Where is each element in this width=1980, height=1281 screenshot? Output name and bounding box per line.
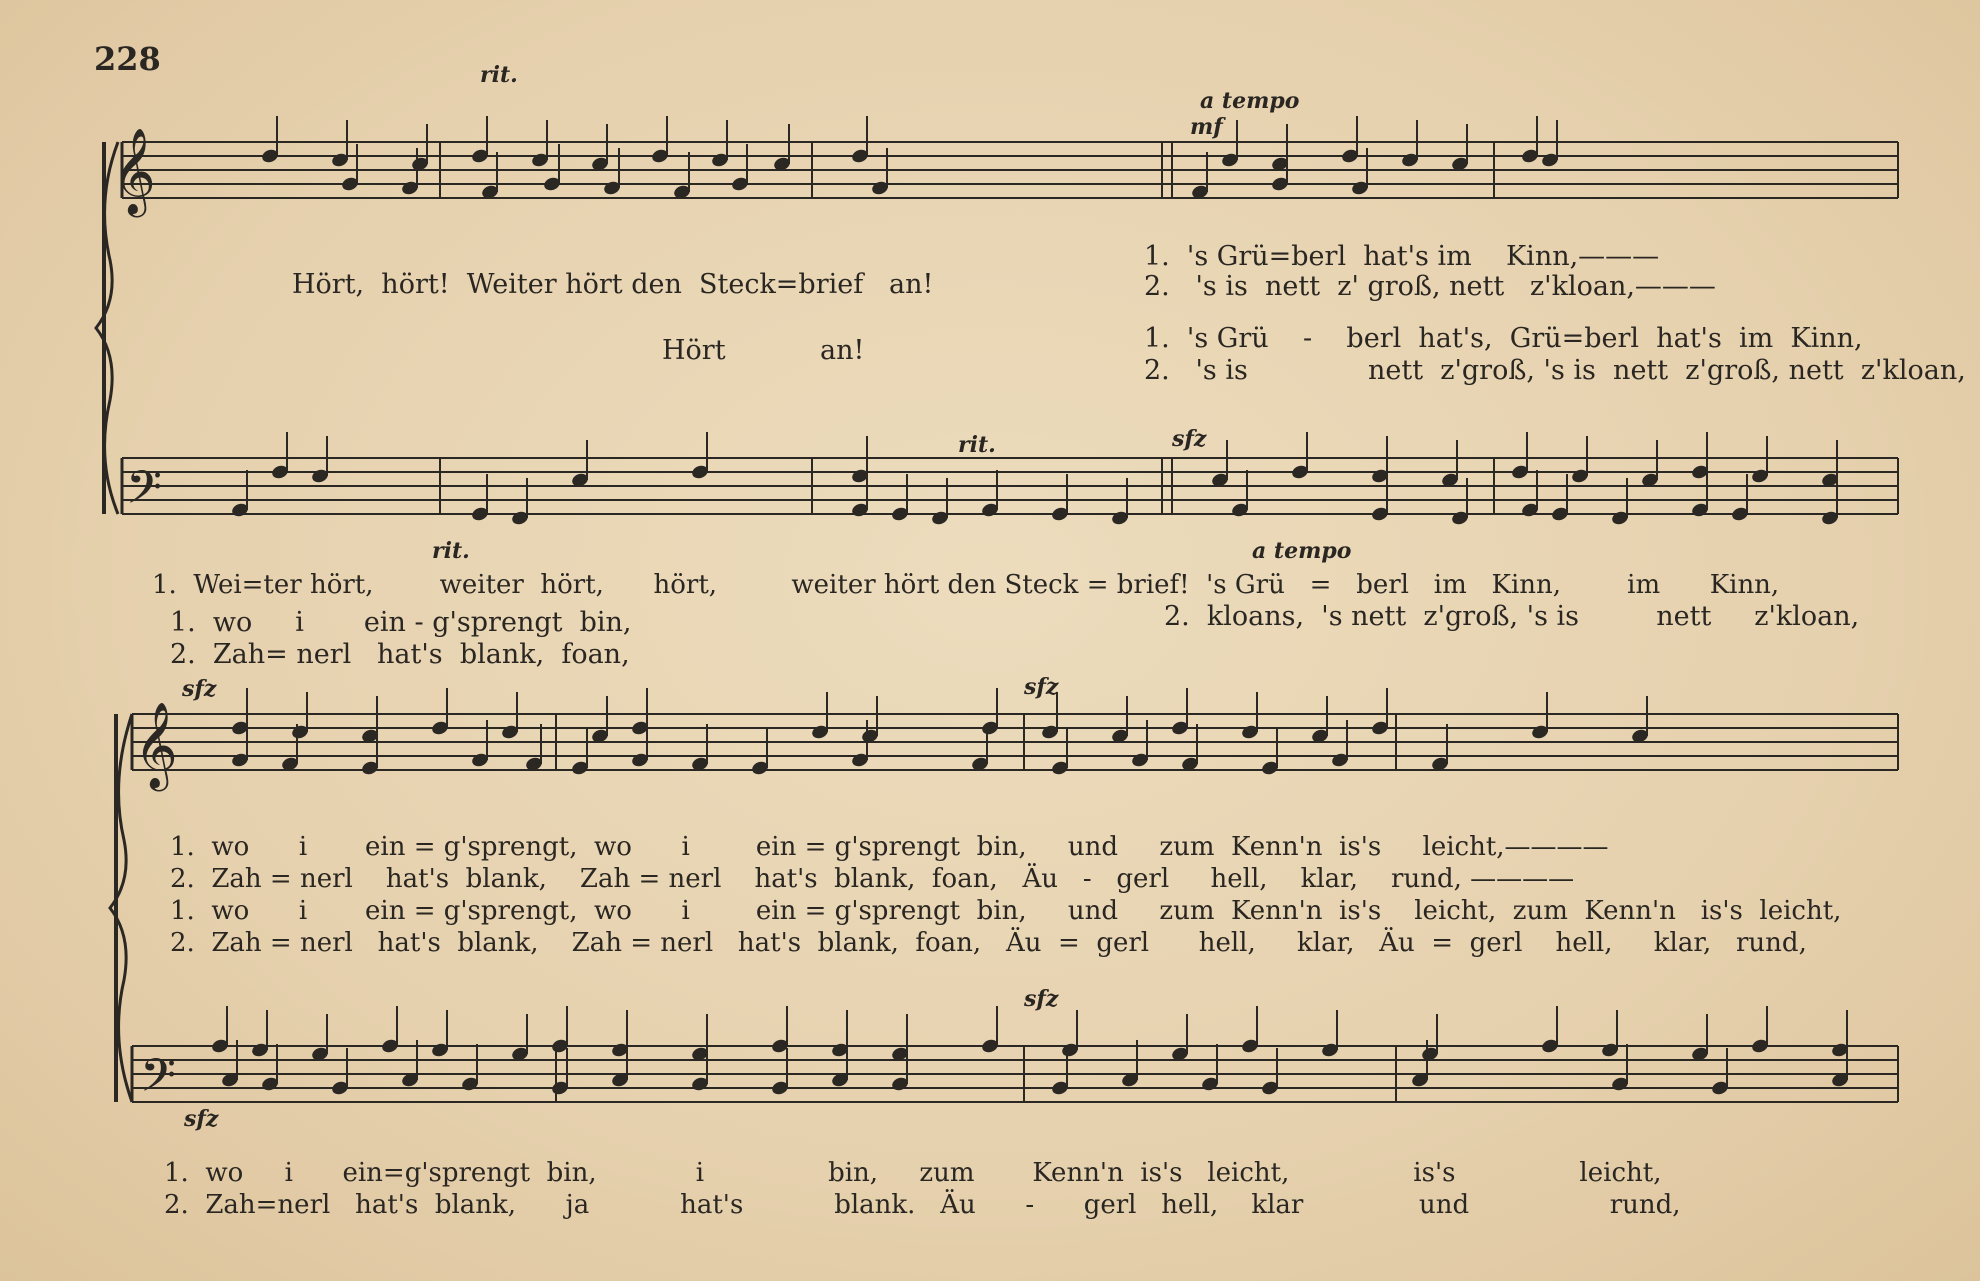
lyric-line: 1. wo i ein=g'sprengt bin, i bin, zum Kenn'n is's leicht, is's leicht, <box>164 1158 1662 1188</box>
lyric-line: 1. wo i ein = g'sprengt, wo i ein = g'sprengt bin, und zum Kenn'n is's leicht,———— <box>170 832 1609 862</box>
lyric-line: 2. Zah=nerl hat's blank, ja hat's blank. Äu - gerl hell, klar und rund, <box>164 1190 1681 1220</box>
rit-marking: rit. <box>432 538 470 564</box>
mf-marking: mf <box>1190 114 1223 140</box>
lyric-line: 1. wo i ein - g'sprengt bin, <box>170 607 632 638</box>
clefs <box>112 128 178 1114</box>
lyric-line: 2. Zah = nerl hat's blank, Zah = nerl hat's blank, foan, Äu - gerl hell, klar, rund, ———— <box>170 864 1575 894</box>
sfz-marking: sfz <box>184 1106 219 1132</box>
lyric-line: 2. 's is nett z'groß, 's is nett z'groß, nett z'kloan, <box>1144 355 1966 386</box>
lyric-line: 1. Wei=ter hört, weiter hört, hört, weiter hört den Steck = brief! 's Grü = berl im Kinn, im Kinn, <box>152 570 1780 600</box>
sfz-marking: sfz <box>1024 986 1059 1012</box>
clef-icon: 𝄞 <box>134 702 178 788</box>
clef-icon: 𝄞 <box>112 128 156 214</box>
clef-icon: 𝄢 <box>126 461 163 526</box>
a-tempo-marking: a tempo <box>1252 538 1352 564</box>
system-braces <box>96 142 132 1102</box>
lyric-line: Hört, hört! Weiter hört den Steck=brief an! <box>292 269 934 300</box>
page-number: 228 <box>94 40 161 78</box>
rit-marking: rit. <box>958 432 996 458</box>
lyric-line: 2. Zah = nerl hat's blank, Zah = nerl hat's blank, foan, Äu = gerl hell, klar, Äu = gerl hell, klar, rund, <box>170 928 1807 958</box>
lyric-line: 2. kloans, 's nett z'groß, 's is nett z'kloan, <box>1164 601 1860 632</box>
lyric-line: Hört an! <box>662 335 865 366</box>
sfz-marking: sfz <box>1024 674 1059 700</box>
lyric-line: 1. 's Grü - berl hat's, Grü=berl hat's im Kinn, <box>1144 323 1863 354</box>
sfz-marking: sfz <box>1172 426 1207 452</box>
rit-marking: rit. <box>480 62 518 88</box>
lyric-line: 2. Zah= nerl hat's blank, foan, <box>170 639 630 670</box>
lyric-line: 1. 's Grü=berl hat's im Kinn,——— <box>1144 241 1660 272</box>
brace <box>110 714 132 1102</box>
sfz-marking: sfz <box>182 676 217 702</box>
clef-icon: 𝄢 <box>140 1049 177 1114</box>
a-tempo-marking: a tempo <box>1200 88 1300 114</box>
lyric-line: 2. 's is nett z' groß, nett z'kloan,——— <box>1144 271 1716 302</box>
lyric-line: 1. wo i ein = g'sprengt, wo i ein = g'sprengt bin, und zum Kenn'n is's leicht, zum Kenn'n is's leicht, <box>170 896 1842 926</box>
